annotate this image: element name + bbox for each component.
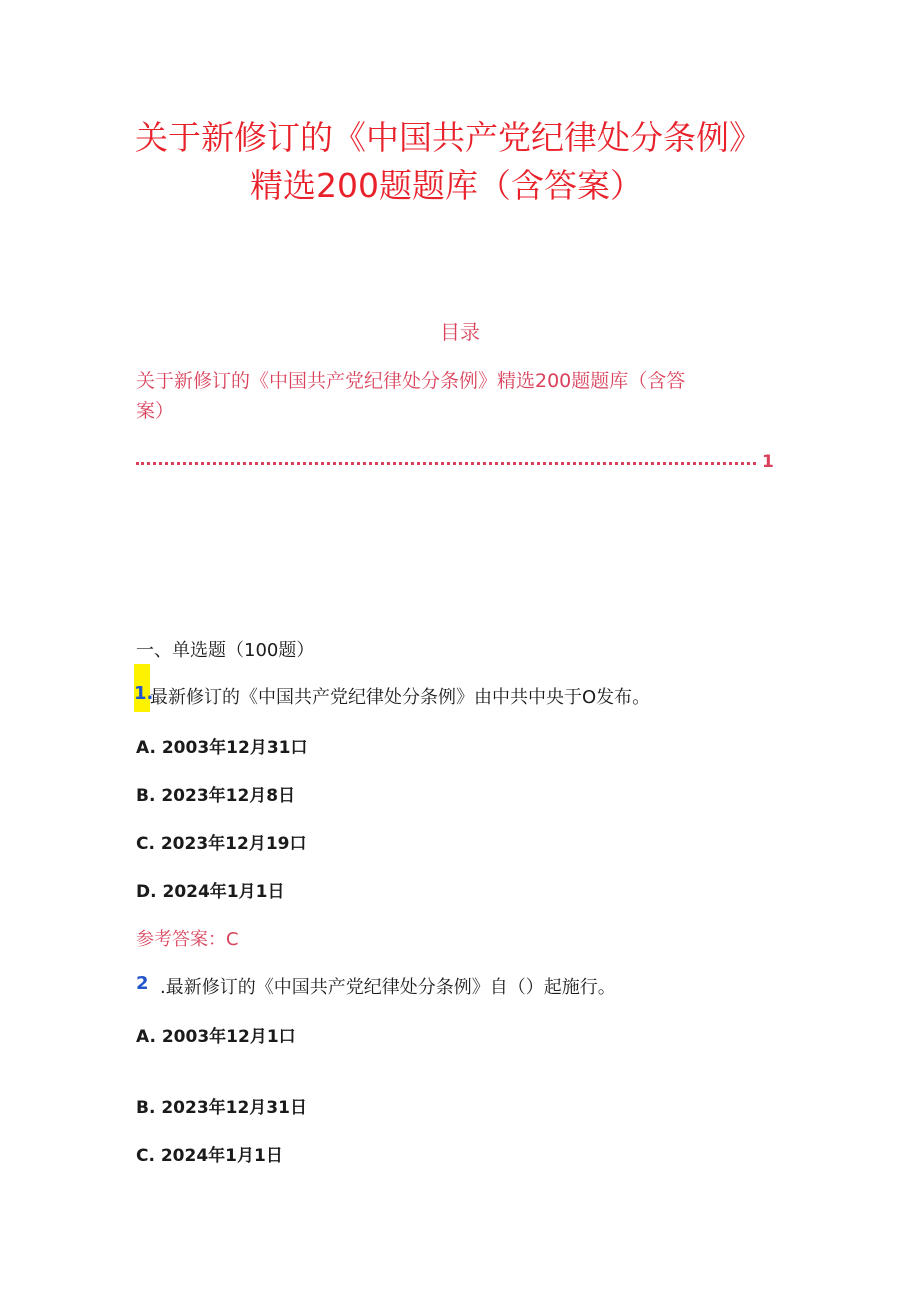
question-2-number: 2: [136, 973, 149, 994]
question-1-answer: 参考答案：C: [136, 929, 239, 950]
question-1-option-b: B. 2023年12月8日: [136, 786, 296, 806]
question-2-option-b: B. 2023年12月31日: [136, 1098, 307, 1118]
toc-entry-link-continued[interactable]: 案）: [136, 400, 175, 422]
question-1-text: 最新修订的《中国共产党纪律处分条例》由中共中央于O发布。: [150, 687, 651, 708]
document-title-line-2: 精选200题题库（含答案）: [250, 166, 643, 205]
question-2-option-c: C. 2024年1月1日: [136, 1146, 283, 1166]
question-1-number: 1.: [134, 683, 154, 704]
document-title-line-1: 关于新修订的《中国共产党纪律处分条例》: [135, 118, 762, 157]
section-heading: 一、单选题（100题）: [136, 640, 315, 661]
question-1-option-a: A. 2003年12月31口: [136, 738, 308, 758]
question-2-option-a: A. 2003年12月1口: [136, 1027, 296, 1047]
question-1-option-d: D. 2024年1月1日: [136, 882, 285, 902]
toc-heading: 目录: [440, 320, 480, 344]
question-2-text: .最新修订的《中国共产党纪律处分条例》自（）起施行。: [160, 977, 616, 998]
toc-page-number[interactable]: 1: [762, 452, 774, 472]
question-1-option-c: C. 2023年12月19口: [136, 834, 307, 854]
toc-entry-link[interactable]: 关于新修订的《中国共产党纪律处分条例》精选200题题库（含答: [136, 370, 686, 392]
toc-dotted-leader: [136, 451, 756, 465]
